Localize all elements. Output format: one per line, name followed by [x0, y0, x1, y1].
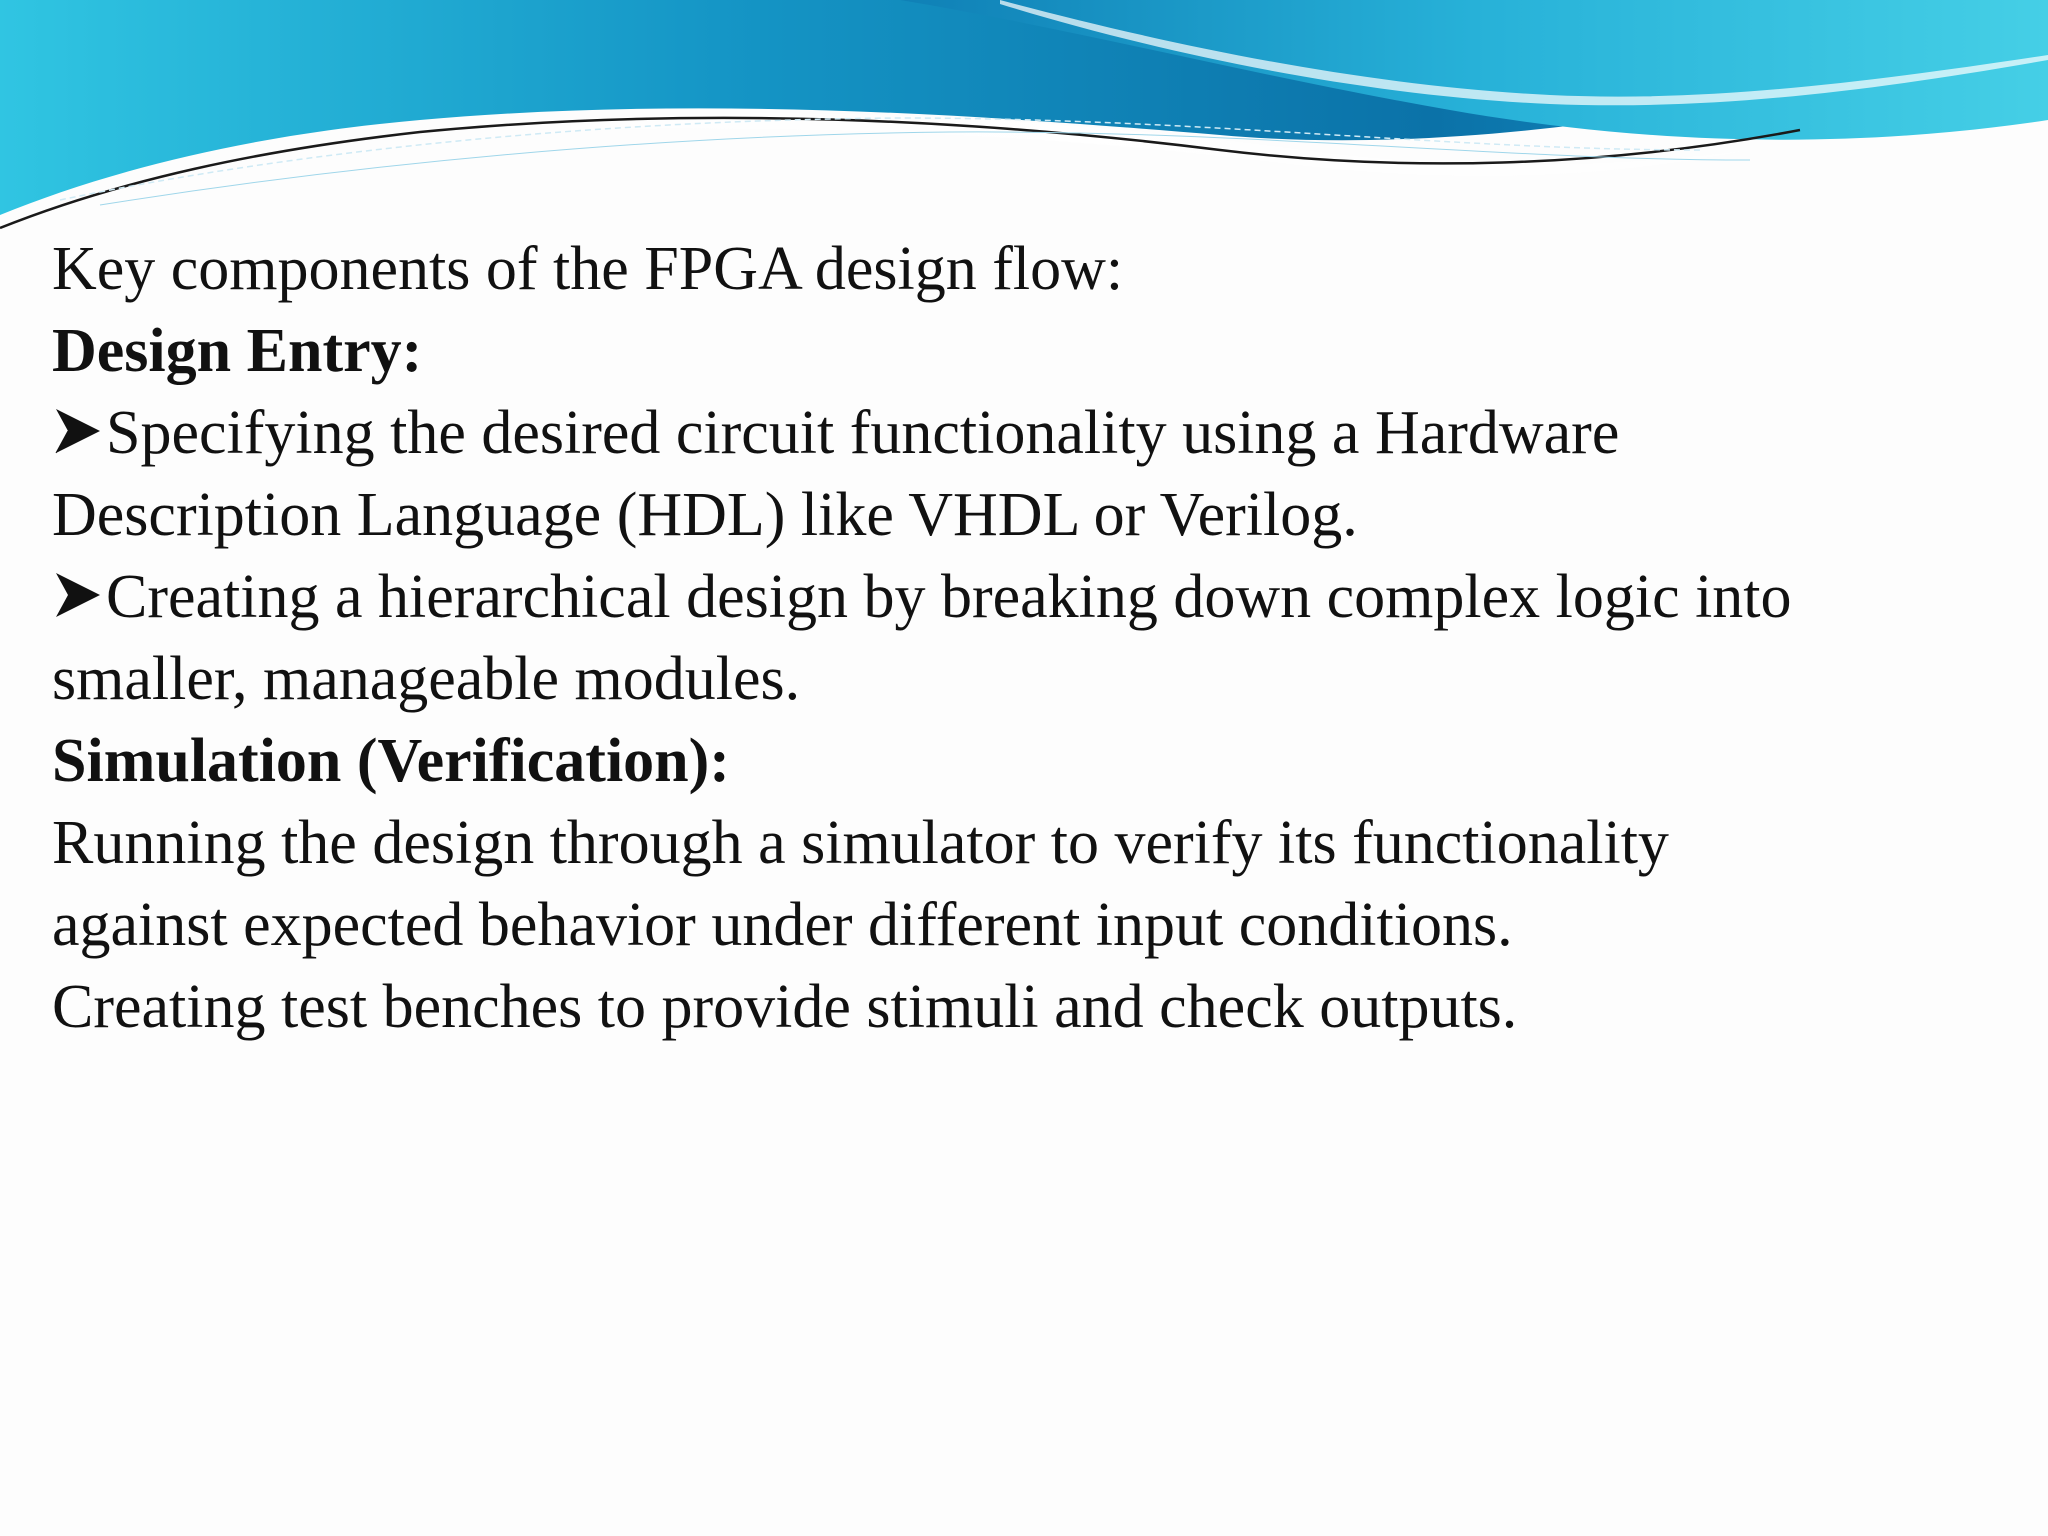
paragraph-line: Running the design through a simulator to verify its functionality [52, 809, 1669, 877]
header-wave-decoration [0, 0, 2048, 240]
paragraph-line: against expected behavior under different input conditions. [52, 891, 1513, 959]
arrow-bullet-icon [52, 567, 104, 619]
section-heading-simulation: Simulation (Verification): [52, 727, 730, 795]
bullet-text-line2: smaller, manageable modules. [52, 645, 801, 713]
intro-text: Key components of the FPGA design flow: [52, 235, 1124, 303]
section-heading-design-entry: Design Entry: [52, 317, 423, 385]
arrow-bullet-icon [52, 403, 104, 455]
slide-content [52, 228, 2002, 1048]
bullet-text-line1: Creating a hierarchical design by breaking down complex logic into [106, 563, 1792, 631]
bullet-text-line2: Description Language (HDL) like VHDL or Verilog. [52, 481, 1358, 549]
bullet-text-line1: Specifying the desired circuit functionality using a Hardware [106, 399, 1620, 467]
bullet-item [52, 392, 2002, 474]
paragraph-line: Creating test benches to provide stimuli and check outputs. [52, 973, 1518, 1041]
bullet-item [52, 556, 2002, 638]
